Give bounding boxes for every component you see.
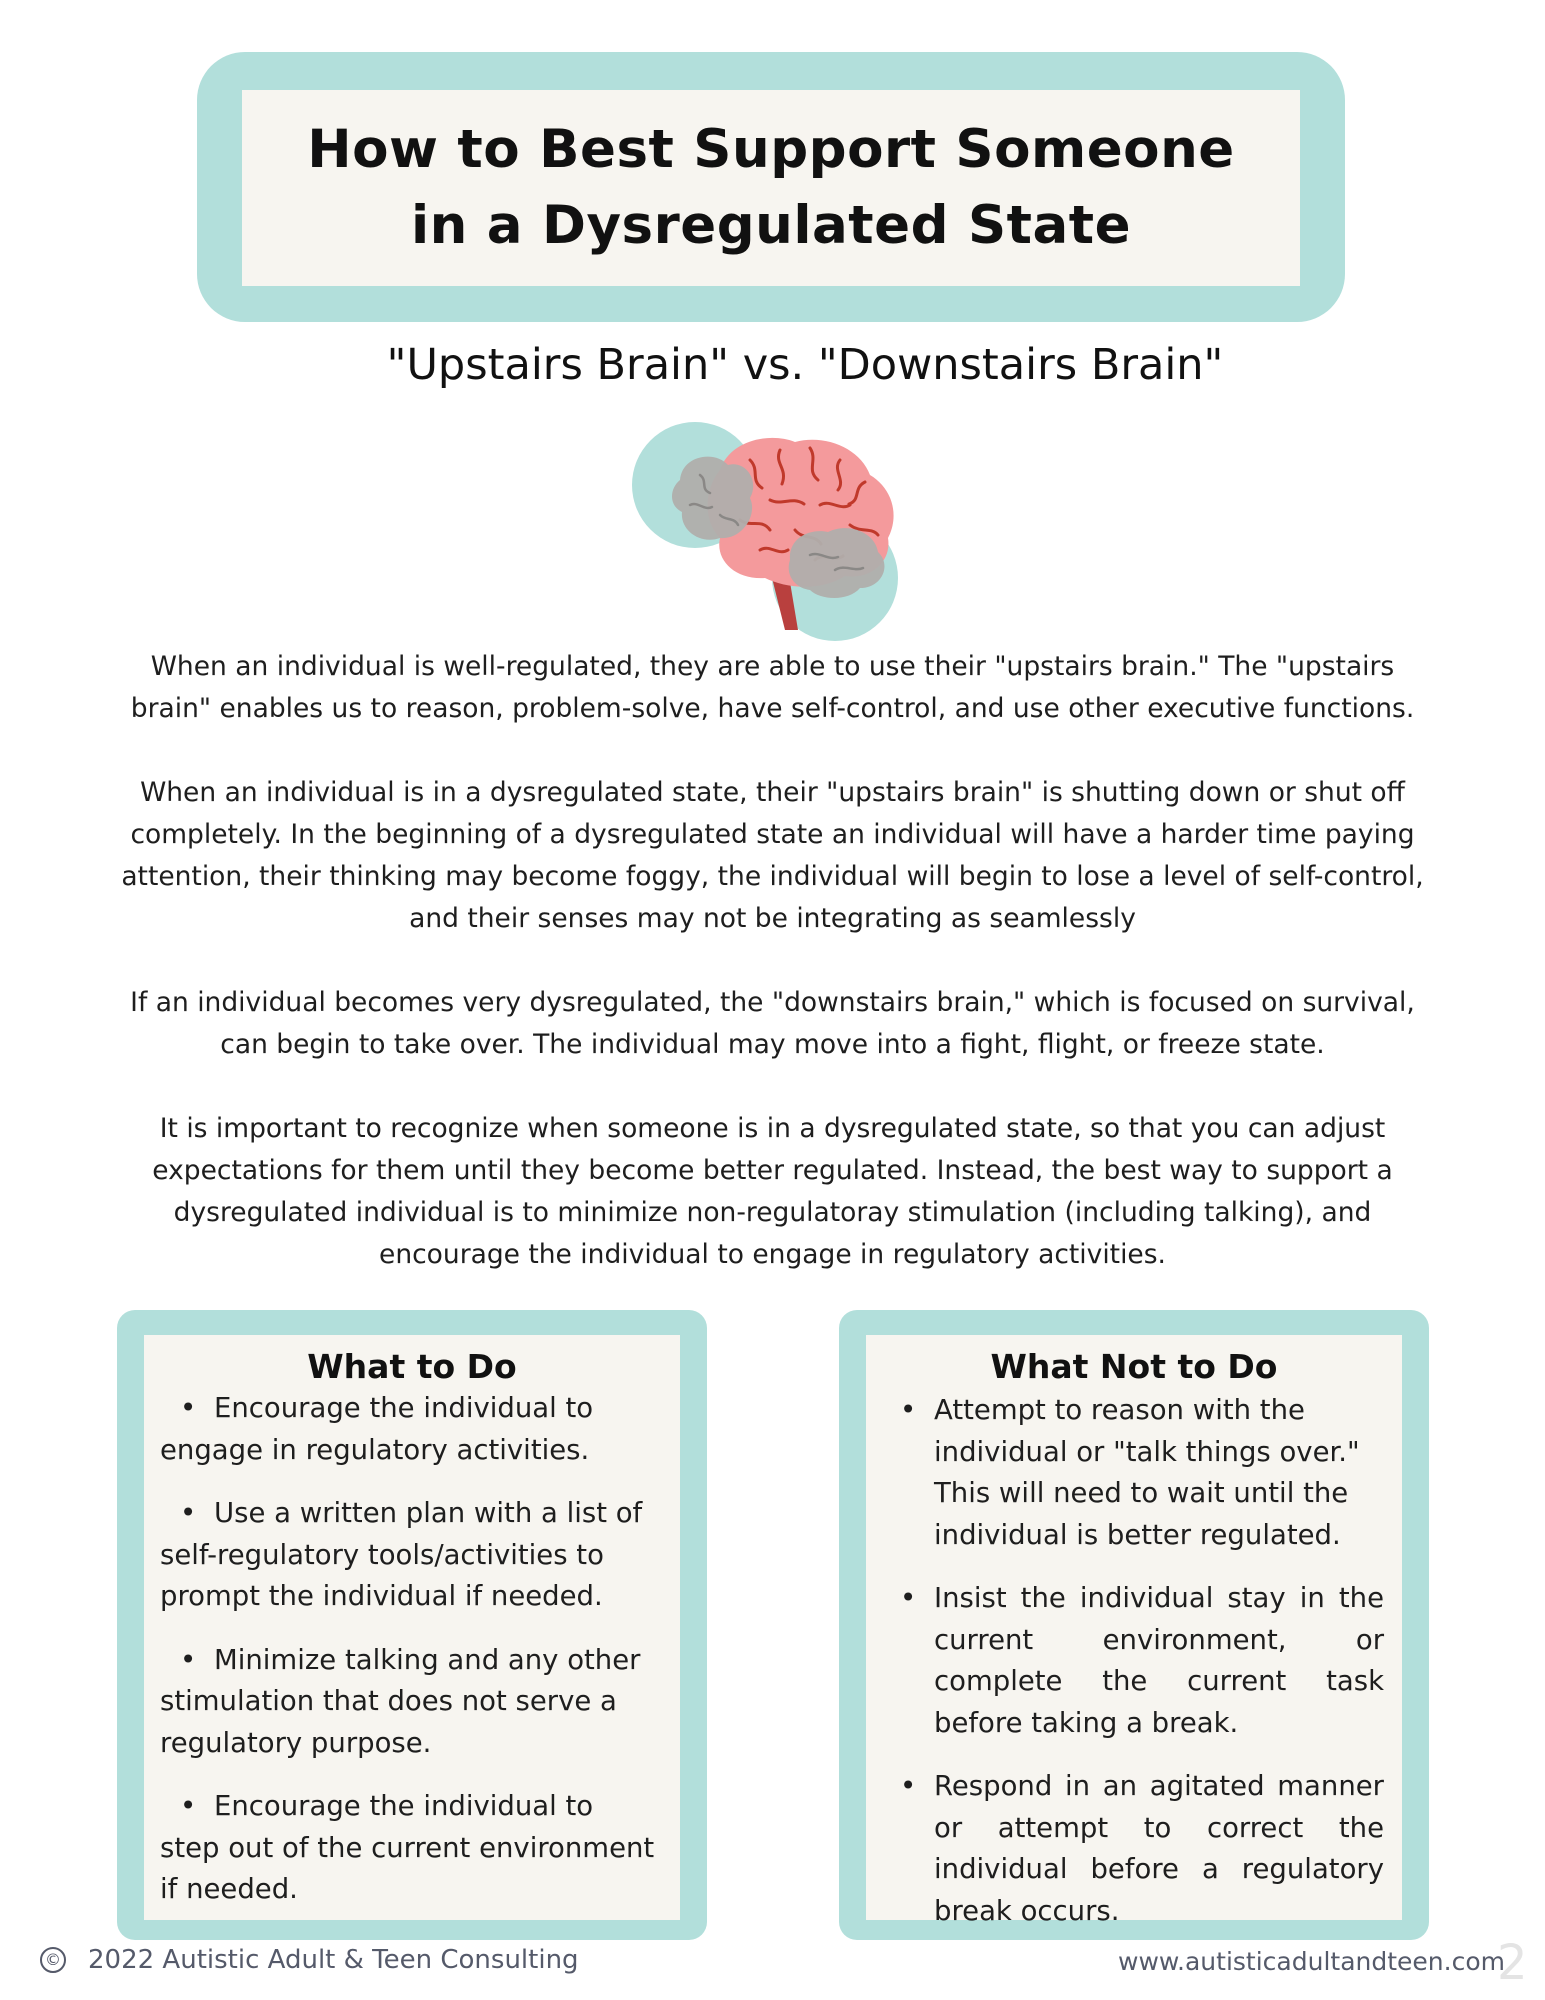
copyright-icon: © (40, 1947, 66, 1973)
brain-icon (620, 420, 920, 645)
what-not-to-do-list (866, 1386, 1402, 1932)
list-item: • Use a written plan with a list of self-regulatory tools/activities to prompt the individual if needed. (160, 1493, 660, 1618)
subtitle: "Upstairs Brain" vs. "Downstairs Brain" (386, 340, 1224, 390)
body-text (110, 646, 1435, 1318)
paragraph-dysregulated-state: When an individual is in a dysregulated state, their "upstairs brain" is shutting down or shut off completely. In the beginning of a dysregulated state an individual will have a harder time paying attention, their thinking may become foggy, the individual will begin to lose a level of self-control, and their senses may not be integrating as seamlessly (121, 777, 1424, 934)
footer-copyright (40, 1945, 579, 1975)
footer-website-link[interactable]: www.autisticadultandteen.com (1118, 1947, 1505, 1976)
list-item: • Encourage the individual to engage in regulatory activities. (160, 1388, 660, 1471)
title-box (242, 90, 1300, 286)
page-number: 2 (1497, 1935, 1528, 1991)
list-item: • Minimize talking and any other stimulation that does not serve a regulatory purpose. (160, 1640, 660, 1765)
list-item: • Attempt to reason with the individual or "talk things over." This will need to wait until the individual is better regulated. (934, 1390, 1384, 1556)
what-to-do-title: What to Do (307, 1347, 517, 1386)
what-to-do-content (144, 1335, 680, 1920)
what-to-do-list (144, 1386, 680, 1911)
list-item: • Insist the individual stay in the current environment, or complete the current task before taking a break. (934, 1578, 1384, 1744)
what-to-do-panel (117, 1310, 707, 1940)
what-not-to-do-panel (839, 1310, 1429, 1940)
copyright-text: 2022 Autistic Adult & Teen Consulting (88, 1945, 579, 1975)
what-not-to-do-content (866, 1335, 1402, 1927)
what-not-to-do-title: What Not to Do (990, 1347, 1278, 1386)
title-frame (197, 52, 1345, 322)
page-title: How to Best Support Someone in a Dysregulated State (307, 119, 1235, 256)
paragraph-downstairs-brain: If an individual becomes very dysregulated, the "downstairs brain," which is focused on survival, can begin to take over. The individual may move into a fight, flight, or freeze state. (130, 987, 1415, 1060)
paragraph-recognize: It is important to recognize when someone is in a dysregulated state, so that you can adjust expectations for them until they become better regulated. Instead, the best way to support a dysregulated individual is to minimize non-regulatoray stimulation (including talking), and encourage the individual to engage in regulatory activities. (152, 1113, 1393, 1270)
list-item: • Encourage the individual to step out of the current environment if needed. (160, 1786, 660, 1911)
list-item: • Respond in an agitated manner or attempt to correct the individual before a regulatory break occurs. (934, 1766, 1384, 1932)
paragraph-upstairs-brain: When an individual is well-regulated, they are able to use their "upstairs brain." The "upstairs brain" enables us to reason, problem-solve, have self-control, and use other executive functions. (130, 651, 1415, 724)
